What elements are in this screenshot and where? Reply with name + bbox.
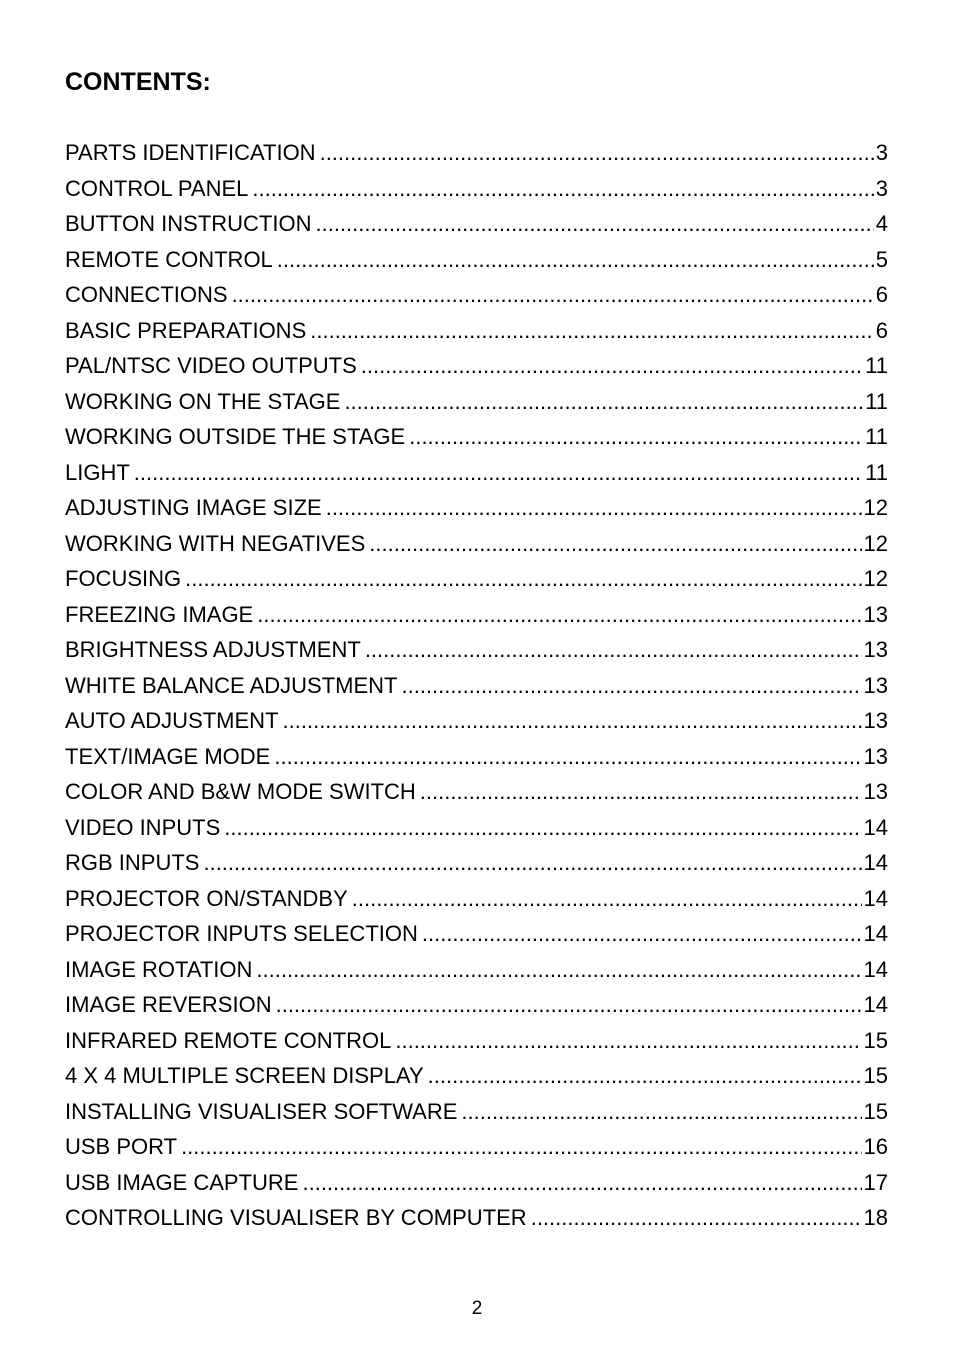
toc-entry-page: 13 bbox=[863, 672, 888, 698]
toc-entry-leader bbox=[461, 1094, 861, 1130]
toc-entry-page: 15 bbox=[863, 1027, 888, 1053]
toc-entry-leader bbox=[409, 419, 863, 455]
toc-entry-page: 13 bbox=[863, 743, 888, 769]
toc-entry-leader bbox=[369, 526, 861, 562]
toc-entry[interactable] bbox=[65, 1094, 888, 1130]
toc-entry-leader bbox=[257, 597, 861, 633]
toc-entry[interactable] bbox=[65, 881, 888, 917]
toc-entry-page: 3 bbox=[875, 140, 888, 165]
toc-entry-page: 3 bbox=[875, 175, 888, 201]
toc-entry-leader bbox=[320, 135, 874, 171]
toc-entry-page: 12 bbox=[863, 495, 888, 520]
toc-entry-title: USB IMAGE CAPTURE bbox=[65, 1169, 299, 1195]
toc-entry[interactable] bbox=[65, 561, 888, 597]
toc-entry-page: 14 bbox=[863, 850, 888, 875]
toc-entry-page: 11 bbox=[865, 388, 888, 414]
toc-entry[interactable] bbox=[65, 1129, 888, 1165]
toc-entry-leader bbox=[365, 632, 862, 668]
toc-entry[interactable] bbox=[65, 597, 888, 633]
toc-entry-page: 6 bbox=[875, 282, 888, 307]
toc-entry-title: BUTTON INSTRUCTION bbox=[65, 211, 312, 236]
toc-entry-leader bbox=[310, 313, 874, 349]
toc-entry[interactable] bbox=[65, 313, 888, 349]
toc-entry-leader bbox=[315, 206, 873, 242]
toc-entry-leader bbox=[352, 881, 862, 917]
toc-entry-leader bbox=[420, 774, 862, 810]
toc-entry[interactable] bbox=[65, 135, 888, 171]
toc-entry[interactable] bbox=[65, 774, 888, 810]
toc-entry[interactable] bbox=[65, 206, 888, 242]
toc-entry-page: 13 bbox=[863, 601, 888, 627]
toc-entry-title: 4 X 4 MULTIPLE SCREEN DISPLAY bbox=[65, 1063, 424, 1088]
toc-entry[interactable] bbox=[65, 526, 888, 562]
toc-entry-page: 15 bbox=[863, 1098, 888, 1124]
toc-entry-title: INFRARED REMOTE CONTROL bbox=[65, 1027, 392, 1053]
toc-entry[interactable] bbox=[65, 739, 888, 775]
toc-entry[interactable] bbox=[65, 916, 888, 952]
toc-entry-page: 14 bbox=[863, 921, 888, 946]
toc-entry-page: 14 bbox=[863, 885, 888, 911]
toc-entry-title: AUTO ADJUSTMENT bbox=[65, 708, 279, 733]
toc-entry-title: PARTS IDENTIFICATION bbox=[65, 140, 316, 165]
toc-entry-title: CONTROL PANEL bbox=[65, 175, 249, 201]
toc-entry-leader bbox=[252, 171, 873, 207]
toc-entry-leader bbox=[302, 1165, 861, 1201]
toc-entry-title: PAL/NTSC VIDEO OUTPUTS bbox=[65, 353, 357, 378]
toc-entry-title: LIGHT bbox=[65, 459, 130, 485]
toc-entry-page: 14 bbox=[863, 814, 888, 840]
toc-entry-page: 15 bbox=[863, 1063, 888, 1088]
toc-entry-title: VIDEO INPUTS bbox=[65, 814, 221, 840]
table-of-contents bbox=[65, 135, 888, 1236]
toc-entry-page: 6 bbox=[875, 317, 888, 343]
page-number: 2 bbox=[471, 1298, 483, 1319]
toc-entry-leader bbox=[277, 242, 874, 278]
toc-entry-page: 14 bbox=[863, 992, 888, 1017]
toc-entry-title: INSTALLING VISUALISER SOFTWARE bbox=[65, 1098, 458, 1124]
toc-entry-page: 13 bbox=[863, 708, 888, 733]
toc-entry-title: USB PORT bbox=[65, 1134, 178, 1159]
toc-entry[interactable] bbox=[65, 1165, 888, 1201]
toc-entry-leader bbox=[232, 277, 874, 313]
toc-entry-title: WORKING WITH NEGATIVES bbox=[65, 530, 366, 556]
toc-entry-title: IMAGE REVERSION bbox=[65, 992, 272, 1017]
toc-entry-leader bbox=[422, 916, 862, 952]
toc-entry-leader bbox=[283, 703, 862, 739]
toc-entry-title: REMOTE CONTROL bbox=[65, 246, 273, 272]
toc-entry-title: TEXT/IMAGE MODE bbox=[65, 743, 271, 769]
toc-entry[interactable] bbox=[65, 384, 888, 420]
toc-entry-leader bbox=[185, 561, 861, 597]
toc-entry-leader bbox=[256, 952, 861, 988]
toc-entry[interactable] bbox=[65, 277, 888, 313]
toc-entry-leader bbox=[276, 987, 862, 1023]
toc-entry-page: 11 bbox=[865, 459, 888, 485]
toc-entry-title: PROJECTOR INPUTS SELECTION bbox=[65, 921, 418, 946]
toc-entry-title: FOCUSING bbox=[65, 566, 182, 591]
toc-entry[interactable] bbox=[65, 703, 888, 739]
toc-entry[interactable] bbox=[65, 952, 888, 988]
toc-entry-title: IMAGE ROTATION bbox=[65, 956, 253, 982]
toc-entry-title: WORKING ON THE STAGE bbox=[65, 388, 341, 414]
toc-entry-title: FREEZING IMAGE bbox=[65, 601, 254, 627]
toc-entry[interactable] bbox=[65, 810, 888, 846]
toc-entry[interactable] bbox=[65, 632, 888, 668]
toc-entry-leader bbox=[224, 810, 861, 846]
toc-entry-page: 12 bbox=[863, 566, 888, 591]
toc-entry-leader bbox=[326, 490, 862, 526]
toc-entry-leader bbox=[428, 1058, 862, 1094]
toc-entry[interactable] bbox=[65, 987, 888, 1023]
toc-entry-page: 11 bbox=[865, 353, 888, 378]
toc-entry-leader bbox=[203, 845, 861, 881]
toc-entry-title: PROJECTOR ON/STANDBY bbox=[65, 885, 348, 911]
toc-entry-page: 14 bbox=[863, 956, 888, 982]
contents-heading: CONTENTS: bbox=[65, 68, 211, 96]
toc-entry-page: 16 bbox=[863, 1134, 888, 1159]
toc-entry-leader bbox=[181, 1129, 861, 1165]
toc-entry-title: ADJUSTING IMAGE SIZE bbox=[65, 495, 322, 520]
toc-entry-page: 12 bbox=[863, 530, 888, 556]
toc-entry-title: BASIC PREPARATIONS bbox=[65, 317, 307, 343]
toc-entry-page: 11 bbox=[865, 424, 888, 449]
toc-entry-leader bbox=[531, 1200, 862, 1236]
toc-entry-page: 4 bbox=[875, 211, 888, 236]
toc-entry-leader bbox=[274, 739, 861, 775]
toc-entry[interactable] bbox=[65, 242, 888, 278]
toc-entry[interactable] bbox=[65, 668, 888, 704]
toc-entry[interactable] bbox=[65, 1058, 888, 1094]
toc-entry[interactable] bbox=[65, 845, 888, 881]
toc-entry-leader bbox=[395, 1023, 861, 1059]
toc-entry-title: CONTROLLING VISUALISER BY COMPUTER bbox=[65, 1205, 527, 1230]
toc-entry-title: WHITE BALANCE ADJUSTMENT bbox=[65, 672, 398, 698]
toc-entry[interactable] bbox=[65, 348, 888, 384]
toc-entry-title: BRIGHTNESS ADJUSTMENT bbox=[65, 637, 361, 662]
toc-entry-leader bbox=[361, 348, 863, 384]
toc-entry-title: WORKING OUTSIDE THE STAGE bbox=[65, 424, 406, 449]
toc-entry-leader bbox=[401, 668, 861, 704]
toc-entry[interactable] bbox=[65, 419, 888, 455]
toc-entry-title: CONNECTIONS bbox=[65, 282, 228, 307]
toc-entry-leader bbox=[344, 384, 863, 420]
toc-entry-page: 18 bbox=[863, 1205, 888, 1230]
toc-entry-page: 5 bbox=[875, 246, 888, 272]
toc-entry[interactable] bbox=[65, 171, 888, 207]
toc-entry[interactable] bbox=[65, 490, 888, 526]
toc-entry[interactable] bbox=[65, 1023, 888, 1059]
toc-entry-leader bbox=[134, 455, 863, 491]
toc-entry-page: 17 bbox=[863, 1169, 888, 1195]
toc-entry-title: COLOR AND B&W MODE SWITCH bbox=[65, 779, 416, 804]
toc-entry-title: RGB INPUTS bbox=[65, 850, 200, 875]
toc-entry[interactable] bbox=[65, 455, 888, 491]
toc-entry[interactable] bbox=[65, 1200, 888, 1236]
toc-entry-page: 13 bbox=[863, 637, 888, 662]
toc-entry-page: 13 bbox=[863, 779, 888, 804]
